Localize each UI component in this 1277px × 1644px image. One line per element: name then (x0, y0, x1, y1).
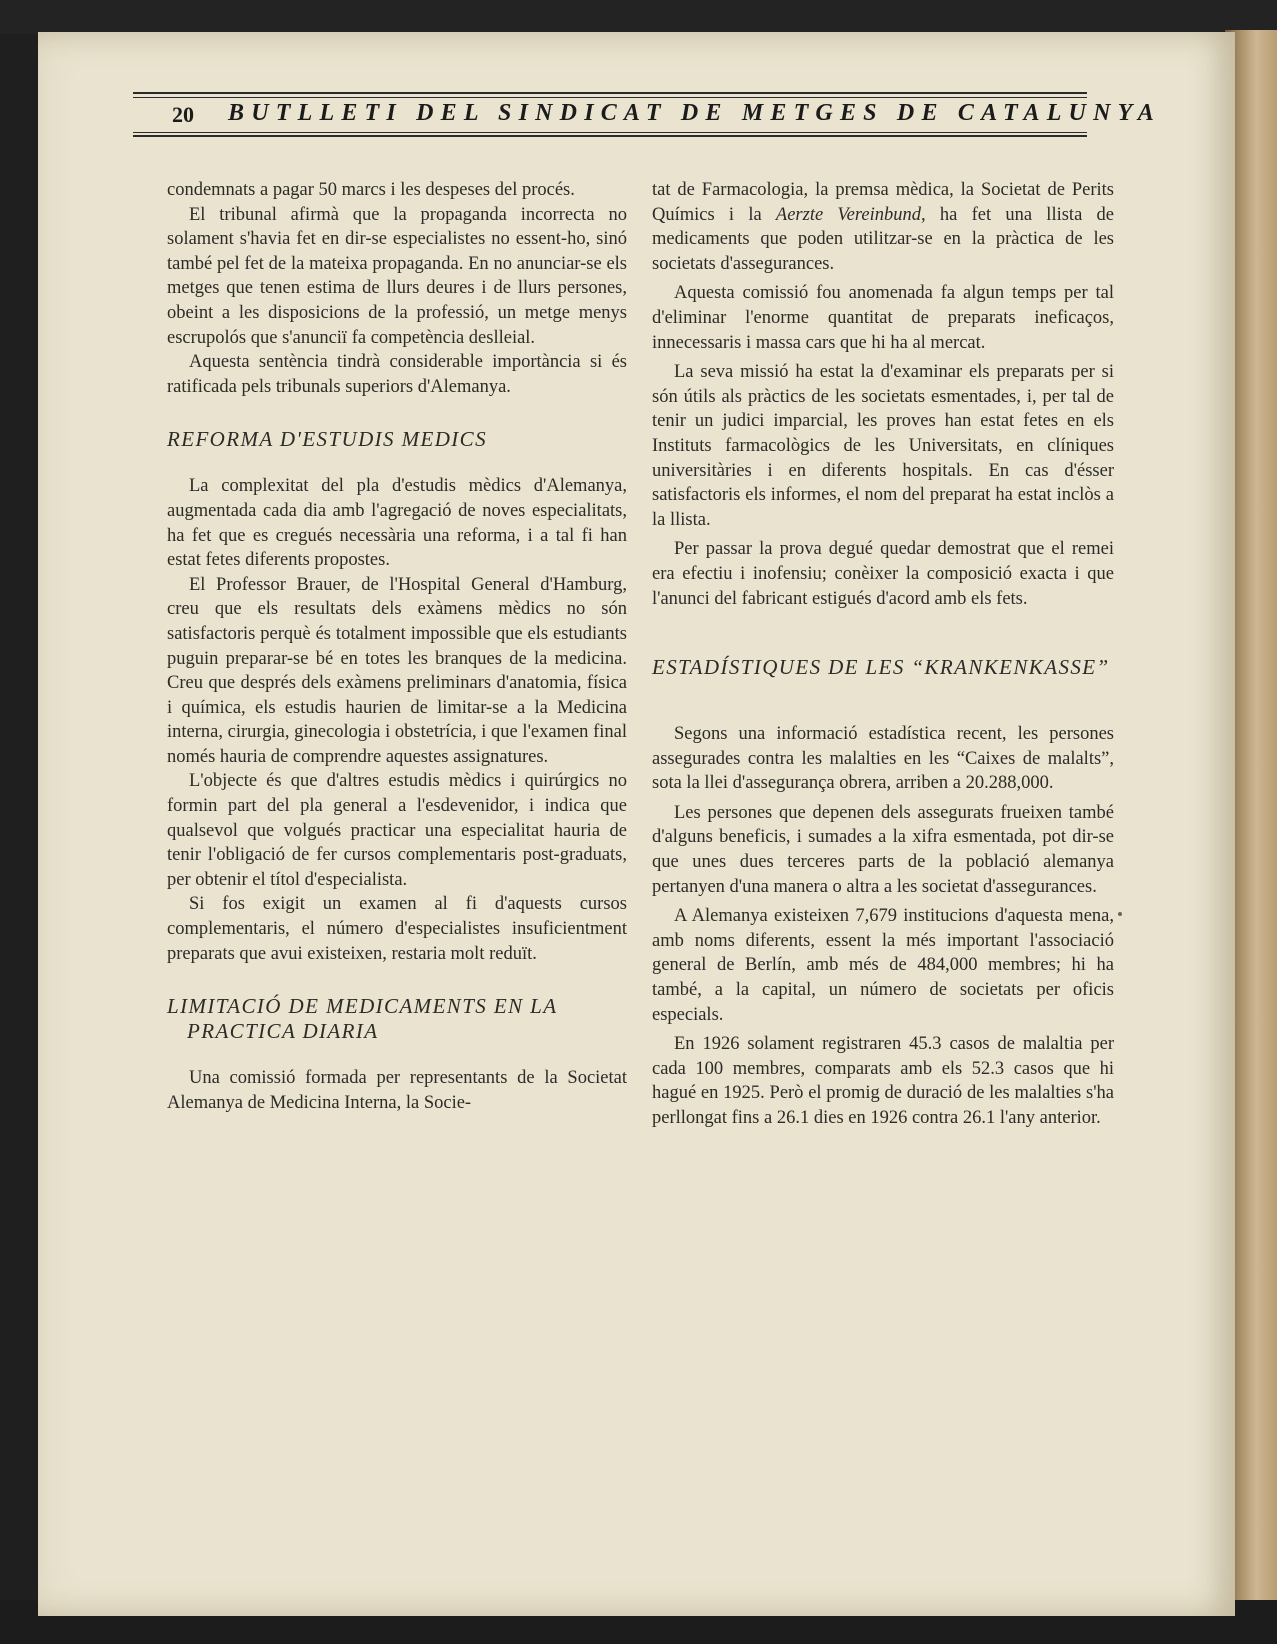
header-rule-top-thin (133, 97, 1087, 98)
right-column (652, 178, 1114, 1131)
paragraph (652, 178, 1114, 276)
paragraph: La complexitat del pla d'estudis mèdics d'Alemanya, augmentada cada dia amb l'agregació de noves especialitats, ha fet que es cregués necessària una reforma, i a tal fi han estat fetes diferents propostes. (167, 476, 627, 571)
paragraph-text: tat de Farmacologia, la premsa mèdica, la Societat de Perits Químics i la (652, 180, 1114, 225)
paper-speck (1118, 912, 1122, 916)
paragraph: Aquesta sentència tindrà considerable importància si és ratificada pels tribunals superiors d'Alemanya. (167, 352, 627, 397)
header-rule-bottom-thin (133, 132, 1087, 133)
italic-title: Aerzte Vereinbund, (775, 204, 926, 225)
paragraph: Per passar la prova degué quedar demostrat que el remei era efectiu i inofensiu; conèixer la composició exacta i que l'anunci del fabricant estigués d'acord amb els fets. (652, 539, 1114, 609)
paragraph-text: ha fet una llista de medicaments que poden utilitzar-se en la pràctica de les societats d'assegurances. (652, 204, 1114, 274)
paragraph: condemnats a pagar 50 marcs i les despeses del procés. (167, 180, 575, 200)
section-heading-limitacio: LIMITACIÓ DE MEDICAMENTS EN LA PRACTICA DIARIA (167, 994, 558, 1044)
paragraph: Segons una informació estadística recent, les persones assegurades contra les malalties en les “Caixes de malalts”, sota la llei d'assegurança obrera, arriben a 20.288,000. (652, 724, 1114, 794)
left-column (167, 178, 627, 1115)
paragraph: La seva missió ha estat la d'examinar els preparats per si són útils als pràctics de les societats esmentades, i, per tal de tenir un judici imparcial, les proves han estat fetes en els Instituts farmacològics de les Universitats, en clíniques universitàries i en diferents hospitals. En cas d'ésser satisfactoris els informes, el nom del preparat ha estat inclòs a la llista. (652, 362, 1114, 530)
header-rule-top (133, 92, 1087, 94)
page-number: 20 (172, 102, 194, 127)
section-heading-reforma: REFORMA D'ESTUDIS MEDICS (167, 427, 487, 452)
paragraph: El tribunal afirmà que la propaganda incorrecta no solament s'havia fet en dir-se especialistes no essent-ho, sinó també pel fet de la mateixa propaganda. En no anunciar-se els metges que tenen estima de llurs deures i de llurs persones, obeint a les disposicions de la professió, un metge menys escrupolós que s'anunciï fa competència deslleial. (167, 204, 627, 348)
paragraph: Aquesta comissió fou anomenada fa algun temps per tal d'eliminar l'enorme quantitat de preparats ineficaços, innecessaris i massa cars que hi ha al mercat. (652, 283, 1114, 353)
running-header (133, 92, 1161, 152)
header-rule-bottom (133, 135, 1087, 137)
paragraph: En 1926 solament registraren 45.3 casos de malaltia per cada 100 membres, comparats amb els 52.3 casos que hi hagué en 1925. Però el promig de duració de les malalties s'ha perllongat fins a 26.1 dies en 1926 contra 26.1 l'any anterior. (652, 1034, 1114, 1128)
paragraph: Una comissió formada per representants de la Societat Alemanya de Medicina Interna, la Socie- (167, 1068, 627, 1113)
section-heading-estadistiques: ESTADÍSTIQUES DE LES “KRANKENKASSE” (652, 655, 1110, 680)
paragraph: Les persones que depenen dels assegurats frueixen també d'alguns beneficis, i sumades a la xifra esmentada, pot dir-se que unes dues terceres parts de la població alemanya pertanyen d'una manera o altra a les societat d'assegurances. (652, 802, 1114, 897)
scan-background-top (0, 0, 1277, 34)
journal-title: BUTLLETI DEL SINDICAT DE METGES DE CATALUNYA (228, 100, 1161, 126)
paragraph: A Alemanya existeixen 7,679 institucions d'aquesta mena, amb noms diferents, essent la més important l'associació general de Berlín, amb més de 484,000 membres; hi ha també, a la capital, un número de societats per oficis especials. (652, 906, 1114, 1025)
paragraph: Si fos exigit un examen al fi d'aquests cursos complementaris, el número d'especialistes insuficientment preparats que avui existeixen, restaria molt reduït. (167, 894, 627, 964)
paragraph: L'objecte és que d'altres estudis mèdics i quirúrgics no formin part del pla general a l'esdevenidor, i indica que qualsevol que volgués practicar una especialitat hauria de tenir l'obligació de fer cursos complementaris post-graduats, per obtenir el títol d'especialista. (167, 771, 627, 890)
paragraph: El Professor Brauer, de l'Hospital General d'Hamburg, creu que els resultats dels exàmens mèdics no són satisfactoris perquè és totalment impossible que els estudiants puguin preparar-se bé en totes les branques de la medicina. Creu que després dels exàmens preliminars d'anatomia, física i química, els estudis haurien de limitar-se a la Medicina interna, cirurgia, ginecologia i obstetrícia, i que l'examen final només hauria de comprendre aquestes assignatures. (167, 574, 627, 767)
